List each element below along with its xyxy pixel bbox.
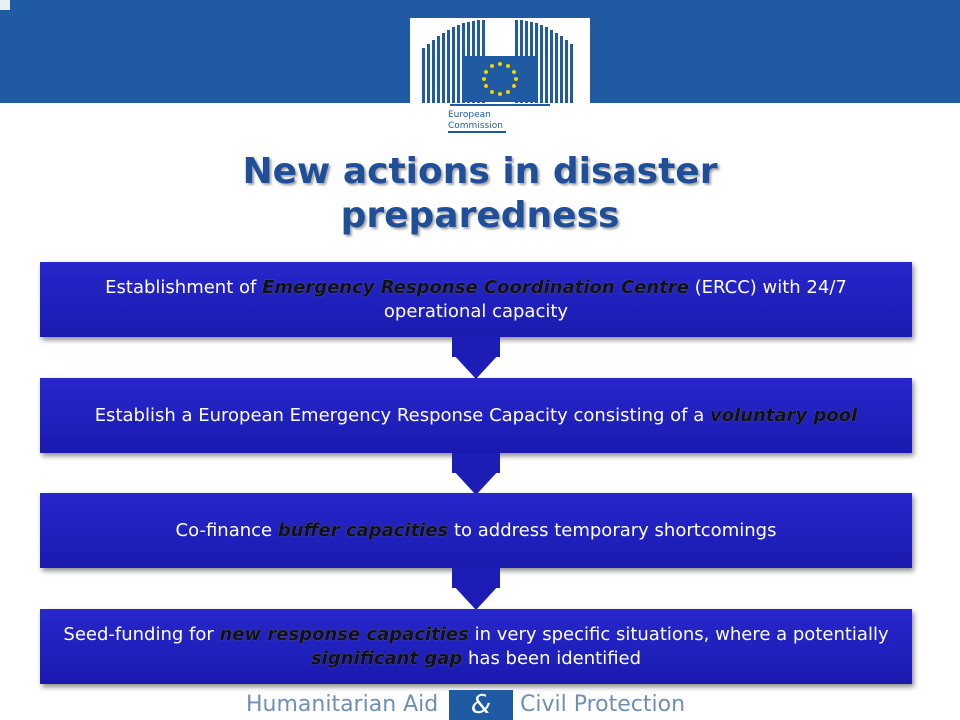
step-4-emphasis: new response capacities: [219, 623, 469, 645]
logo-text-line2: Commission: [448, 121, 503, 131]
page-title: [150, 150, 810, 238]
step-2-emphasis: voluntary pool: [709, 404, 858, 426]
title-line-2: preparedness: [340, 195, 620, 236]
title-line-1: New actions in disaster: [242, 151, 718, 192]
step-3-emphasis: buffer capacities: [277, 519, 449, 541]
step-3-text: Co-finance: [175, 519, 278, 541]
ampersand-icon: &: [449, 690, 513, 720]
step-box-2: [40, 378, 912, 453]
corner-mark: [0, 0, 10, 10]
step-4-text-mid: in very specific situations, where a potentially: [468, 623, 889, 645]
step-4-emphasis-2: significant gap: [310, 647, 463, 669]
down-arrow-icon: [452, 584, 500, 610]
step-1-text: Establishment of: [105, 276, 263, 298]
footer-banner: [0, 690, 960, 720]
down-arrow-icon: [452, 353, 500, 379]
step-box-4: [40, 609, 912, 684]
step-1-text-end: (ERCC) with 24/7 operational capacity: [383, 276, 847, 322]
step-2-text: Establish a European Emergency Response Capacity consisting of a: [94, 404, 710, 426]
commission-building-icon: [410, 18, 590, 136]
step-4-text-end: has been identified: [462, 647, 642, 669]
step-4-text: Seed-funding for: [63, 623, 220, 645]
logo-text-line1: European: [448, 110, 491, 120]
european-commission-logo: [410, 18, 590, 136]
footer-humanitarian-aid: Humanitarian Aid: [246, 692, 439, 717]
step-box-1: [40, 262, 912, 337]
step-1-emphasis: Emergency Response Coordination Centre: [262, 276, 689, 298]
step-3-text-end: to address temporary shortcomings: [448, 519, 777, 541]
footer-civil-protection: Civil Protection: [520, 692, 686, 717]
down-arrow-icon: [452, 469, 500, 495]
step-box-3: [40, 493, 912, 568]
